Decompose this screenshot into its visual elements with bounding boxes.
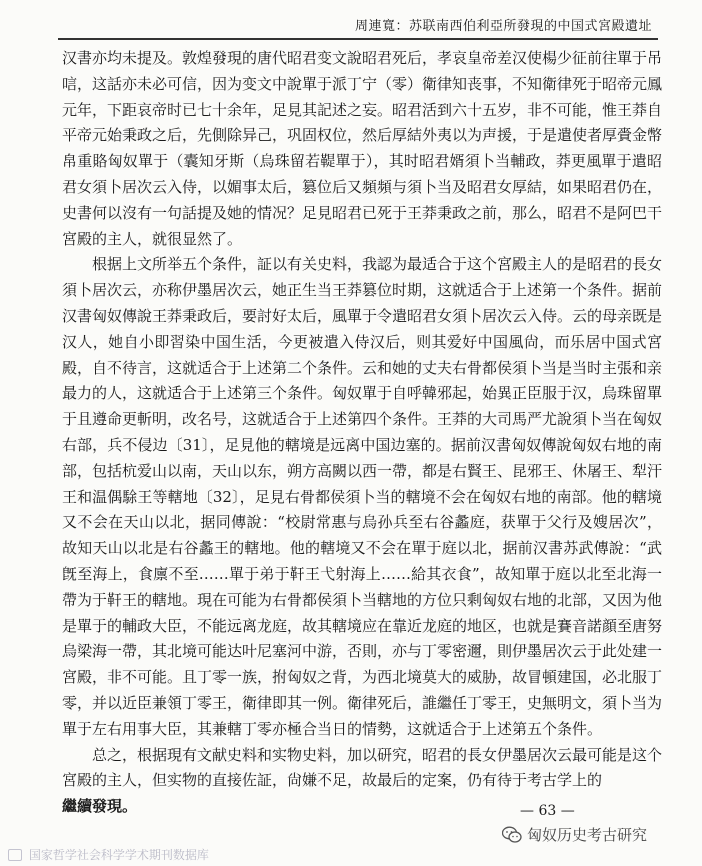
article-body [62,46,662,820]
wechat-account-watermark [502,824,647,845]
running-title: 周連寬：苏联南西伯利亞所發現的中国式宮殿遺址 [354,19,652,34]
database-watermark [8,846,209,863]
database-logo-icon [8,849,22,861]
wechat-icon [502,826,522,844]
database-watermark-text: 国家哲学社会科学学术期刊数据库 [28,848,209,862]
running-header [58,12,658,40]
paragraph-3: 总之，根据現有文献史料和实物史料，加以研究，昭君的長女伊墨居次云最可能是这个宮殿的主人，但实物的直接佐証，尙嫌不足，故最后的定案，仍有待于考古学上的 [62,745,663,790]
paragraph-2: 根据上文所举五个条件，証以有关史料，我認为最适合于这个宮殿主人的是昭君的長女須卜居次云，亦称伊墨居次云，她正生当王莽篡位时期，这就适合于上述第一个条件。据前汉書匈奴傳說王莽秉政后，要討好太后，風單于令遣昭君女須卜居次云入侍。云的母亲既是汉人，她自小即習染中国生活，今更被遣入侍汉后，则其爱好中国風尙，而乐居中国式宮殿，自不待言，这就适合于上述第二个条件。云和她的丈夫右骨都侯須卜当是当时主張和亲最力的人，这就适合于上述第三个条件。匈奴單于自呼韓邪起，始異正臣服于汉，烏珠留單于且遵命更斬明，改名号，这就适合于上述第四个条件。王莽的大司馬严尤說須卜当在匈奴右部，兵不侵边〔31〕，足見他的轄境是远离中国边塞的。据前汉書匈奴傳說匈奴右地的南部，包括杭爱山以南，天山以东，朔方高闕以西一帶，都是右賢王、昆邪王、休屠王、犁汗王和温偶駼王等轄地〔32〕，足見右骨都侯須卜当的轄境不会在匈奴右地的南部。他的轄境又不会在天山以北，据同傳說：“校尉常惠与烏孙兵至右谷蠡庭，获單于父行及嫂居次”，故知天山以北是右谷蠡王的轄地。他的轄境又不会在單于庭以北，据前汉書苏武傳說：“武旣至海上，食廪不至……單于弟于靬王弋射海上……給其衣食”，故知單于庭以北至北海一帶为于靬王的轄地。現在可能为右骨都侯須卜当轄地的方位只剩匈奴右地的北部，又因为他是單于的輔政大臣，不能远离龙庭，故其轄境应在靠近龙庭的地区，也就是賽音諾顔至唐努烏梁海一帶，其北境可能达叶尼塞河中游，否則，亦与丁零密邇，則伊墨居次云于此处建一宮殿，非不可能。且丁零一族，拊匈奴之背，为西北境莫大的威胁，故冒頓建国，必北服丁零，并以近臣兼領丁零王，衛律即其一例。衛律死后，誰繼任丁零王，史無明文，須卜当为單于左右用事大臣，其兼轄丁零亦極合当日的情勢，这就适合于上述第五个条件。 [62,255,663,738]
page-number: — 63 — [520,803,575,819]
paragraph-4: 繼續發現。 [62,797,138,816]
paragraph-1: 汉書亦均未提及。敦煌發現的唐代昭君变文說昭君死后，孝哀皇帝差汉使楊少征前往單于吊唁，这話亦未必可信，因为变文中說單于派丁宁（零）衛律知丧事，不知衛律死于昭帝元鳳元年，下距哀帝时已七十余年，足見其記述之妄。昭君活到六十五岁，非不可能，惟王莽自平帝元始秉政之后，先側除异己，巩固权位，然后厚結外夷以为声援，于是遣使者厚賫金幣帛重賂匈奴單于（囊知牙斯（烏珠留若鞮單于），其时昭君婿須卜当輔政，莽更風單于遣昭君女須卜居次云入侍，以媚事太后，篡位后又頻頻与須卜当及昭君女厚結，如果昭君仍在，史書何以沒有一句話提及她的情况？足見昭君已死于王莽秉政之前，那么，昭君不是阿巴干宮殿的主人，就很显然了。 [62,49,663,248]
account-name: 匈奴历史考古研究 [527,826,648,844]
